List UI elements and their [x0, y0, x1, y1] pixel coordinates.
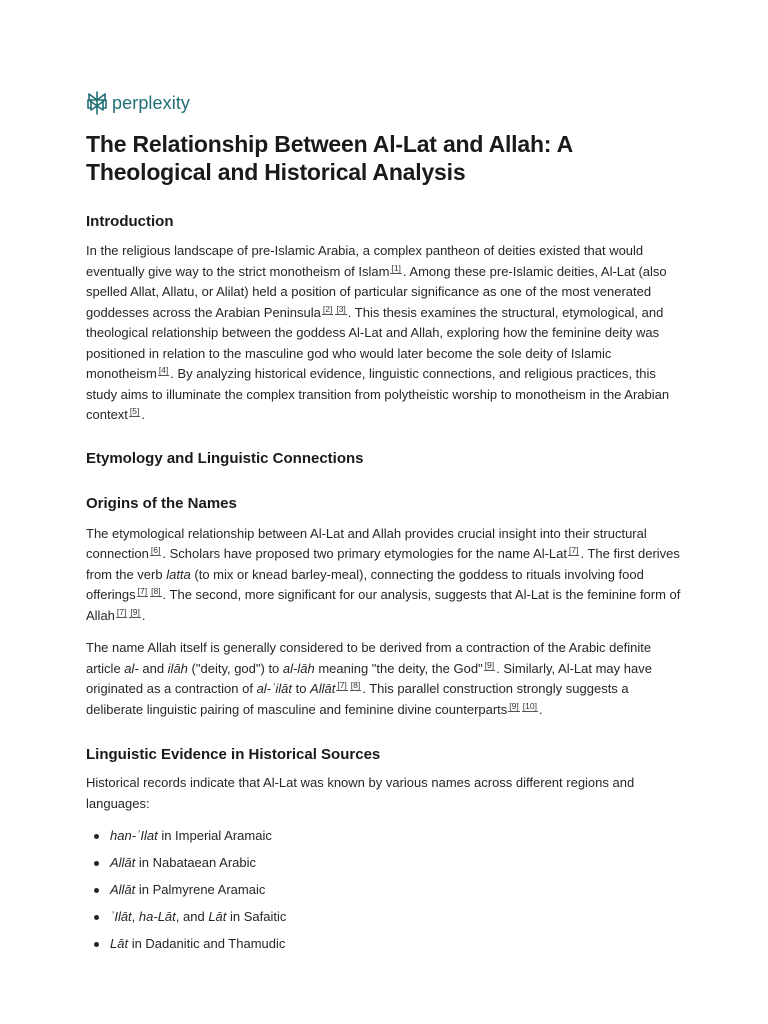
section-heading-evidence: Linguistic Evidence in Historical Sources	[86, 746, 381, 763]
origins-paragraph-1	[86, 524, 686, 627]
italic-term: al-ʾilāt	[256, 681, 292, 696]
text-span: meaning "the deity, the God"	[314, 660, 483, 676]
text-span: ("deity, god") to	[187, 660, 283, 676]
italic-term: ilāh	[167, 660, 188, 676]
italic-term: ʾIlāt	[110, 909, 132, 924]
list-item	[86, 826, 686, 846]
list-item	[86, 907, 686, 927]
text-span: to	[291, 681, 311, 696]
text-span: . The second, more significant for our analysis, suggests that Al-Lat is the feminine form of Allah	[86, 587, 681, 623]
citation-link[interactable]: [9]	[484, 659, 495, 670]
citation-link[interactable]: [10]	[522, 700, 537, 711]
text-span: . The first derives from the verb	[86, 546, 680, 582]
section-heading-introduction: Introduction	[86, 213, 174, 230]
evidence-paragraph: Historical records indicate that Al-Lat was known by various names across different regions and languages:	[86, 775, 635, 811]
text-span: and	[138, 660, 168, 676]
text-span: .	[141, 407, 145, 422]
citation-link[interactable]: [9]	[509, 700, 519, 711]
text-span: in Dadanitic and Thamudic	[128, 936, 286, 951]
document-page	[86, 86, 686, 954]
citation-link[interactable]: [9]	[130, 606, 140, 617]
citation-link[interactable]: [2]	[322, 303, 333, 314]
names-list	[86, 826, 686, 954]
perplexity-logo-icon	[86, 91, 108, 115]
text-span: . Similarly, Al-Lat may have originated as a contraction of	[86, 660, 652, 696]
text-span: The etymological relationship between Al-Lat and Allah provides crucial insight into their structural connection	[86, 525, 647, 561]
text-span: in Imperial Aramaic	[157, 828, 272, 843]
italic-term: Allāt	[310, 681, 336, 696]
introduction-paragraph	[86, 241, 686, 426]
citation-link[interactable]: [1]	[391, 262, 401, 273]
section-heading-etymology: Etymology and Linguistic Connections	[86, 449, 364, 467]
text-span: .	[538, 701, 543, 717]
text-span: ,	[131, 909, 139, 924]
italic-term: Lāt	[110, 936, 129, 951]
italic-term: Allāt	[110, 855, 136, 870]
italic-term: Lāt	[208, 909, 227, 924]
list-item	[86, 934, 686, 954]
list-item	[86, 853, 686, 873]
text-span: in Nabataean Arabic	[135, 855, 256, 870]
text-span: . Scholars have proposed two primary etymologies for the name Al-Lat	[162, 546, 567, 561]
citation-link[interactable]: [7]	[116, 606, 127, 617]
italic-term: ha-Lāt	[138, 909, 176, 924]
text-span: in Safaitic	[226, 909, 287, 924]
list-item	[86, 880, 686, 900]
citation-link[interactable]: [7]	[569, 545, 579, 555]
citation-link[interactable]: [6]	[150, 545, 161, 555]
citation-link[interactable]: [7]	[137, 586, 148, 596]
text-span: In the religious landscape of pre-Islamic Arabia, a complex pantheon of deities existed that would eventually give way to the strict monotheism of Islam	[86, 243, 644, 279]
text-span: .	[141, 607, 146, 623]
text-span: . By analyzing historical evidence, linguistic connections, and religious practices, this study aims to illuminate the complex transition from polytheistic worship to monotheism in the Arabian context	[86, 366, 670, 422]
text-span: The name Allah itself is generally considered to be derived from a contraction of the Arabic definite article	[86, 640, 652, 676]
citation-link[interactable]: [7]	[337, 680, 347, 690]
italic-term: al-lāh	[282, 660, 315, 676]
brand-name: perplexity	[112, 92, 191, 113]
text-span: in Palmyrene Aramaic	[135, 882, 266, 897]
text-span: (to mix or knead barley-meal), connecting the goddess to rituals involving food offerings	[86, 566, 644, 602]
italic-term: Allāt	[110, 882, 136, 897]
italic-term: han-ʾIlat	[110, 828, 158, 843]
text-span: . This thesis examines the structural, etymological, and theological relationship between the goddess Al-Lat and Allah, exploring how the feminine deity was positioned in relation to the masculine god who would later become the sole deity of Islamic monotheism	[86, 304, 664, 381]
text-span: , and	[175, 909, 209, 924]
text-span: . This parallel construction strongly suggests a deliberate linguistic pairing of masculine and feminine divine counterparts	[86, 681, 629, 717]
citation-link[interactable]: [5]	[129, 406, 140, 416]
italic-term: latta	[166, 566, 191, 582]
origins-paragraph-2	[86, 638, 686, 720]
citation-link[interactable]: [8]	[350, 680, 361, 690]
text-span: . Among these pre-Islamic deities, Al-Lat (also spelled Allat, Allatu, or Alilat) held a position of particular significance as one of the most venerated goddesses across the Arabian Peninsula	[86, 263, 667, 320]
citation-link[interactable]: [3]	[336, 303, 346, 314]
citation-link[interactable]: [4]	[158, 365, 169, 375]
citation-link[interactable]: [8]	[151, 586, 161, 596]
italic-term: al-	[124, 660, 139, 676]
section-heading-origins: Origins of the Names	[86, 494, 237, 512]
document-title: The Relationship Between Al-Lat and Allah: A Theological and Historical Analysis	[86, 131, 573, 185]
brand-header[interactable]	[86, 86, 686, 120]
